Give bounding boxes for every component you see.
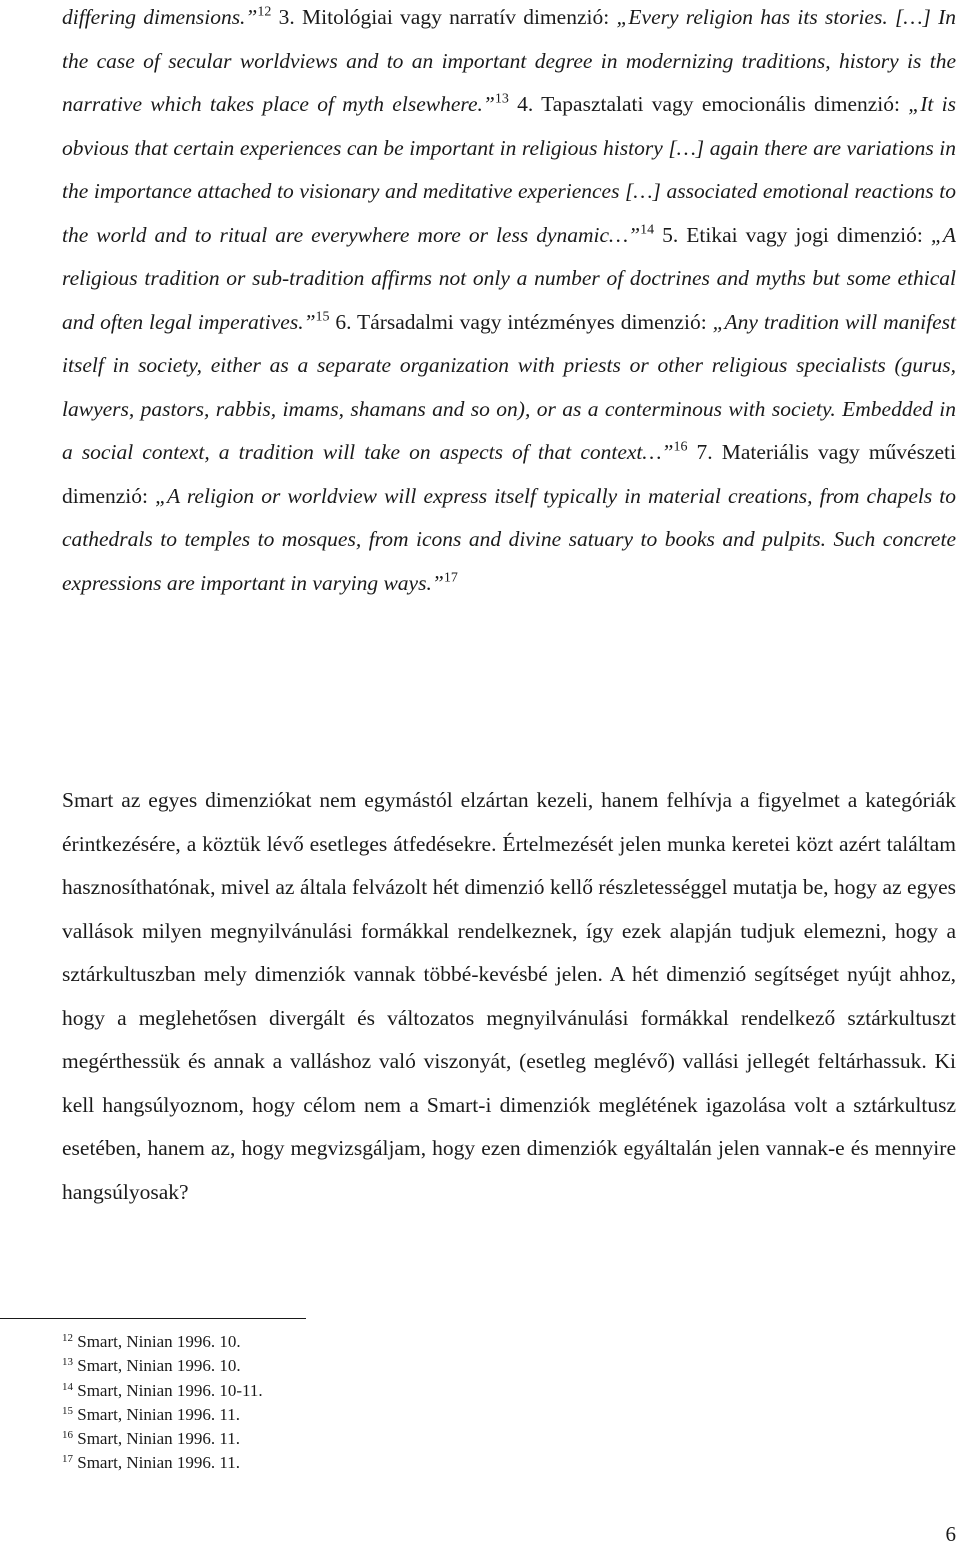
quoted-text: differing dimensions.”: [62, 5, 258, 29]
body-text-run: 4. Tapasztalati vagy emocionális dimenzió:: [508, 92, 909, 116]
body-text-run: 3. Mitológiai vagy narratív dimenzió:: [271, 5, 617, 29]
quoted-text: „Every religion has its stories. […] In the case of secular worldviews and to an important degree in modernizing traditions, history is the narrative which takes place of myth elsewhere.”: [62, 5, 956, 116]
footnote-item: [62, 1330, 662, 1354]
footnote-reference[interactable]: 12: [257, 4, 272, 20]
quoted-text: „It is obvious that certain experiences can be important in religious history […] again there are variations in the importance attached to visionary and meditative experiences […] associated emotional reactions to the world and to ritual are everywhere more or less dynamic…”: [62, 92, 956, 247]
footnotes-list: [62, 1330, 662, 1476]
footnote-item: [62, 1403, 662, 1427]
footnote-item: [62, 1354, 662, 1378]
page-number: 6: [945, 1522, 956, 1546]
quoted-text: „A religion or worldview will express itself typically in material creations, from chapels to cathedrals to temples to mosques, from icons and divine satuary to books and pulpits. Such concrete expressions are important in varying ways.”: [62, 483, 957, 595]
quoted-text: „Any tradition will manifest itself in society, either as a separate organization with priests or other religious specialists (gurus, lawyers, pastors, rabbis, imams, shamans and so on), or as a conterminous with society. Embedded in a social context, a tradition will take on aspects of that context…”: [62, 309, 956, 464]
footnote-citation: Smart, Ninian 1996. 11.: [77, 1453, 240, 1473]
footnote-reference[interactable]: 17: [443, 570, 458, 586]
body-text-run: 6. Társadalmi vagy intézményes dimenzió:: [329, 309, 713, 334]
footnote-separator: [0, 1318, 306, 1319]
footnote-number: 15: [62, 1404, 73, 1417]
footnote-number: 12: [62, 1331, 73, 1344]
footnote-reference[interactable]: 15: [315, 309, 330, 325]
body-text-run: 7. Materiális vagy művészeti dimenzió:: [62, 440, 956, 508]
footnote-item: [62, 1379, 662, 1403]
footnote-number: 14: [62, 1380, 73, 1393]
footnote-citation: Smart, Ninian 1996. 10.: [77, 1356, 241, 1376]
footnote-item: [62, 1427, 662, 1451]
footnote-citation: Smart, Ninian 1996. 10.: [77, 1332, 241, 1351]
body-paragraph-analysis: [62, 779, 956, 1214]
footnote-number: 16: [62, 1429, 73, 1442]
footnote-reference[interactable]: 14: [640, 222, 655, 238]
quoted-text: „A religious tradition or sub-tradition affirms not only a number of doctrines and myths but some ethical and often legal imperatives.”: [62, 222, 956, 334]
footnote-reference[interactable]: 16: [673, 439, 688, 455]
footnote-citation: Smart, Ninian 1996. 11.: [77, 1404, 240, 1424]
body-text-run: 5. Etikai vagy jogi dimenzió:: [654, 222, 931, 247]
footnote-citation: Smart, Ninian 1996. 10-11.: [77, 1380, 263, 1400]
body-text-run: Smart az egyes dimenziókat nem egymástól elzártan kezeli, hanem felhívja a figyelmet a kategóriák érintkezésére, a köztük lévő esetleges átfedésekre. Értelmezését jelen munka keretei közt azért találtam hasznosíthatónak, mivel az általa felvázolt hét dimenzió kellő részletességgel mutatja be, hogy az egyes vallások milyen megnyilvánulási formákkal rendelkeznek, így ezek alapján tudjuk elemezni, hogy a sztárkultuszban mely dimenziók vannak többé-kevésbé jelen. A hét dimenzió segítséget nyújt ahhoz, hogy a meglehetősen divergált és változatos megnyilvánulási formákkal rendelkező sztárkultuszt megérthessük és annak a valláshoz való viszonyát, (esetleg meglévő) vallási jellegét feltárhassuk. Ki kell hangsúlyoznom, hogy célom nem a Smart-i dimenziók meglétének igazolása volt a sztárkultusz esetében, hanem az, hogy megvizsgáljam, hogy ezen dimenziók egyáltalán jelen vannak-e és mennyire hangsúlyosak?: [62, 788, 956, 1204]
footnote-citation: Smart, Ninian 1996. 11.: [77, 1429, 240, 1449]
footnote-number: 13: [62, 1356, 73, 1369]
body-paragraph-dimensions: [62, 0, 956, 605]
footnote-item: [62, 1451, 662, 1475]
footnote-reference[interactable]: 13: [494, 91, 509, 107]
footnote-number: 17: [62, 1453, 73, 1466]
